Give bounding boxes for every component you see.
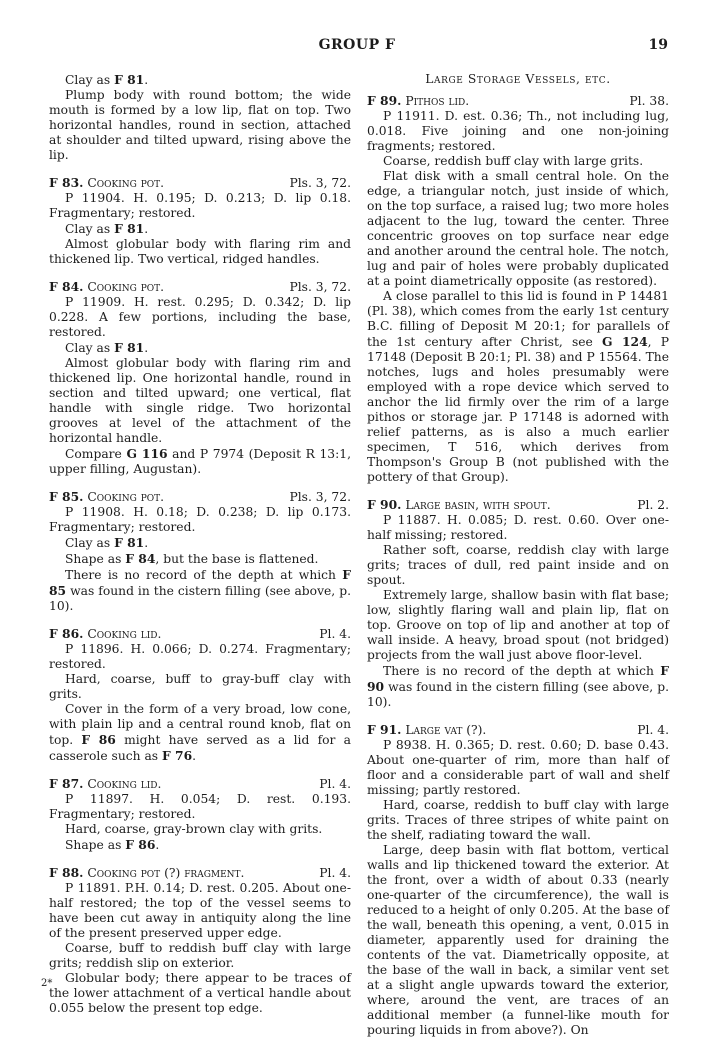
- entry-id: F 91.: [367, 722, 402, 737]
- entry-plates: Pls. 3, 72.: [289, 176, 351, 190]
- entry-id: F 86.: [49, 626, 84, 641]
- entry-title: Large vat (?).: [405, 723, 487, 737]
- entry-clay: Hard, coarse, reddish to buff clay with large grits. Traces of three stripes of white paint on the shelf, radiating toward the wall.: [367, 798, 669, 842]
- catalogue-entry-f90: [367, 497, 669, 710]
- entry-description: Large, deep basin with flat bottom, vertical walls and lip thickened toward the exterior. At the front, over a width of about 0.33 (nearly one-quarter of the circumference), the wall is reduced to a height of only 0.205. At the base of the wall, beneath this opening, a vent, 0.015 in diameter, apparently used for draining the contents of the vat. Diametrically opposite, at the base of the wall in back, a similar vent set at a slight angle upwards toward the exterior, where, around the vent, are traces of an additional member (a funnel-like mouth for pouring liquids in from above?). On: [367, 843, 669, 1037]
- entry-title: Cooking pot.: [87, 490, 165, 504]
- entry-title: Cooking lid.: [87, 777, 162, 791]
- entry-description: Shape as F 86.: [65, 837, 160, 852]
- section-title: Large Storage Vessels, etc.: [425, 72, 611, 86]
- catalogue-entry-f84: [49, 279, 351, 477]
- catalogue-entry-f86: [49, 626, 351, 764]
- intro-clay: Clay as F 81.: [65, 72, 149, 87]
- catalogue-entry-f87: [49, 776, 351, 853]
- entry-heading: [49, 489, 351, 505]
- intro-description: Plump body with round bottom; the wide mouth is formed by a low lip, flat on top. Two horizontal handles, round in section, attached at shoulder and tilted upward, rising above the lip.: [49, 88, 351, 162]
- left-column: [49, 72, 351, 1016]
- entry-measurements: P 11891. P.H. 0.14; D. rest. 0.205. About one-half restored; the top of the vessel seems to have been cut away in antiquity along the line of the present preserved upper edge.: [49, 881, 351, 940]
- entry-heading: [367, 93, 669, 109]
- entry-description: Cover in the form of a very broad, low cone, with plain lip and a central round knob, flat on top. F 86 might have served as a lid for a casserole such as F 76.: [49, 702, 352, 763]
- page-number: 19: [648, 37, 668, 53]
- entry-plates: Pl. 4.: [319, 777, 351, 791]
- entry-note: There is no record of the depth at which F 90 was found in the cistern filling (see above, p. 10).: [367, 663, 669, 709]
- catalogue-entry-f91: [367, 722, 669, 1038]
- entry-plates: Pl. 4.: [319, 627, 351, 641]
- catalogue-entry-f88: [49, 865, 351, 1016]
- entry-heading: [49, 776, 351, 792]
- entry-clay: Hard, coarse, gray-brown clay with grits.: [65, 822, 323, 836]
- entry-heading: [49, 865, 351, 881]
- entry-title: Cooking pot.: [87, 176, 165, 190]
- entry-measurements: P 11909. H. rest. 0.295; D. 0.342; D. lip 0.228. A few portions, including the base, restored.: [49, 295, 351, 339]
- entry-heading: [49, 626, 351, 642]
- entry-measurements: P 11897. H. 0.054; D. rest. 0.193. Fragmentary; restored.: [49, 792, 351, 821]
- entry-measurements: P 11896. H. 0.066; D. 0.274. Fragmentary; restored.: [49, 642, 351, 671]
- catalogue-entry-f83: [49, 175, 351, 267]
- entry-parallels: A close parallel to this lid is found in P 14481 (Pl. 38), which comes from the early 1st century B.C. filling of Deposit M 20:1; for parallels of the 1st century after Christ, see G 124, P 17148 (Deposit B 20:1; Pl. 38) and P 15564. The notches, lugs and holes presumably were employed with a rope device which served to anchor the lid firmly over the rim of a large pithos or storage jar. P 17148 is adorned with relief patterns, as is also a much earlier specimen, T 516, which derives from Thompson's Group B (not published with the pottery of that Group).: [367, 289, 669, 484]
- entry-id: F 83.: [49, 175, 84, 190]
- entry-measurements: P 11887. H. 0.085; D. rest. 0.60. Over one-half missing; restored.: [367, 513, 669, 542]
- entry-heading: [367, 722, 669, 738]
- entry-id: F 88.: [49, 865, 84, 880]
- catalogue-entry-f85: [49, 489, 351, 614]
- right-column: [367, 72, 669, 1038]
- entry-title: Cooking pot (?) fragment.: [87, 866, 245, 880]
- entry-id: F 84.: [49, 279, 84, 294]
- entry-title: Large basin, with spout.: [405, 498, 551, 512]
- page-header-title: GROUP F: [318, 37, 396, 53]
- entry-description: Almost globular body with flaring rim and thickened lip. One horizontal handle, round in section and tilted upward; one vertical, flat handle with single ridge. Two horizontal grooves at level of the attachment of the horizontal handle.: [49, 356, 351, 445]
- entry-clay: Coarse, reddish buff clay with large grits.: [383, 154, 644, 168]
- entry-description: Shape as F 84, but the base is flattened.: [65, 551, 319, 566]
- entry-clay: Clay as F 81.: [65, 535, 149, 550]
- entry-comparison: Compare G 116 and P 7974 (Deposit R 13:1, upper filling, Augustan).: [49, 446, 351, 476]
- entry-id: F 89.: [367, 93, 402, 108]
- entry-title: Pithos lid.: [405, 94, 470, 108]
- entry-description: Almost globular body with flaring rim and thickened lip. Two vertical, ridged handles.: [49, 237, 351, 266]
- entry-description: Flat disk with a small central hole. On the edge, a triangular notch, just inside of which, on the top surface, a raised lug; two more holes adjacent to the lug, toward the center. Three concentric grooves on top surface near edge and another around the central hole. The notch, lug and pair of holes were probably duplicated at a point diametrically opposite (as restored).: [367, 169, 669, 288]
- entry-id: F 90.: [367, 497, 402, 512]
- entry-clay: Clay as F 81.: [65, 340, 149, 355]
- entry-clay: Coarse, buff to reddish buff clay with large grits; reddish slip on exterior.: [49, 941, 351, 970]
- entry-clay: Clay as F 81.: [65, 221, 149, 236]
- entry-plates: Pl. 4.: [319, 866, 351, 880]
- entry-title: Cooking lid.: [87, 627, 162, 641]
- entry-plates: Pl. 2.: [637, 498, 669, 512]
- entry-plates: Pl. 4.: [637, 723, 669, 737]
- entry-plates: Pl. 38.: [629, 94, 669, 108]
- entry-plates: Pls. 3, 72.: [289, 490, 351, 504]
- signature-mark: 2*: [41, 978, 53, 989]
- entry-plates: Pls. 3, 72.: [289, 280, 351, 294]
- entry-measurements: P 8938. H. 0.365; D. rest. 0.60; D. base 0.43. About one-quarter of rim, more than half of floor and a considerable part of wall and shelf missing; partly restored.: [367, 738, 669, 797]
- catalogue-entry-f89: [367, 93, 669, 485]
- entry-heading: [49, 279, 351, 295]
- entry-description: Globular body; there appear to be traces of the lower attachment of a vertical handle about 0.055 below the present top edge.: [49, 971, 351, 1015]
- entry-measurements: P 11904. H. 0.195; D. 0.213; D. lip 0.18. Fragmentary; restored.: [49, 191, 351, 220]
- entry-note: There is no record of the depth at which F 85 was found in the cistern filling (see above, p. 10).: [49, 567, 351, 613]
- entry-id: F 87.: [49, 776, 84, 791]
- entry-heading: [49, 175, 351, 191]
- entry-clay: Rather soft, coarse, reddish clay with large grits; traces of dull, red paint inside and on spout.: [367, 543, 669, 587]
- entry-id: F 85.: [49, 489, 84, 504]
- entry-heading: [367, 497, 669, 513]
- entry-title: Cooking pot.: [87, 280, 165, 294]
- entry-measurements: P 11911. D. est. 0.36; Th., not including lug, 0.018. Five joining and one non-joining fragments; restored.: [367, 109, 669, 153]
- entry-description: Extremely large, shallow basin with flat base; low, slightly flaring wall and plain lip, flat on top. Groove on top of lip and another at top of wall inside. A heavy, broad spout (not bridged) projects from the wall just above floor-level.: [367, 588, 669, 662]
- entry-measurements: P 11908. H. 0.18; D. 0.238; D. lip 0.173. Fragmentary; restored.: [49, 505, 351, 534]
- entry-clay: Hard, coarse, buff to gray-buff clay with grits.: [49, 672, 351, 701]
